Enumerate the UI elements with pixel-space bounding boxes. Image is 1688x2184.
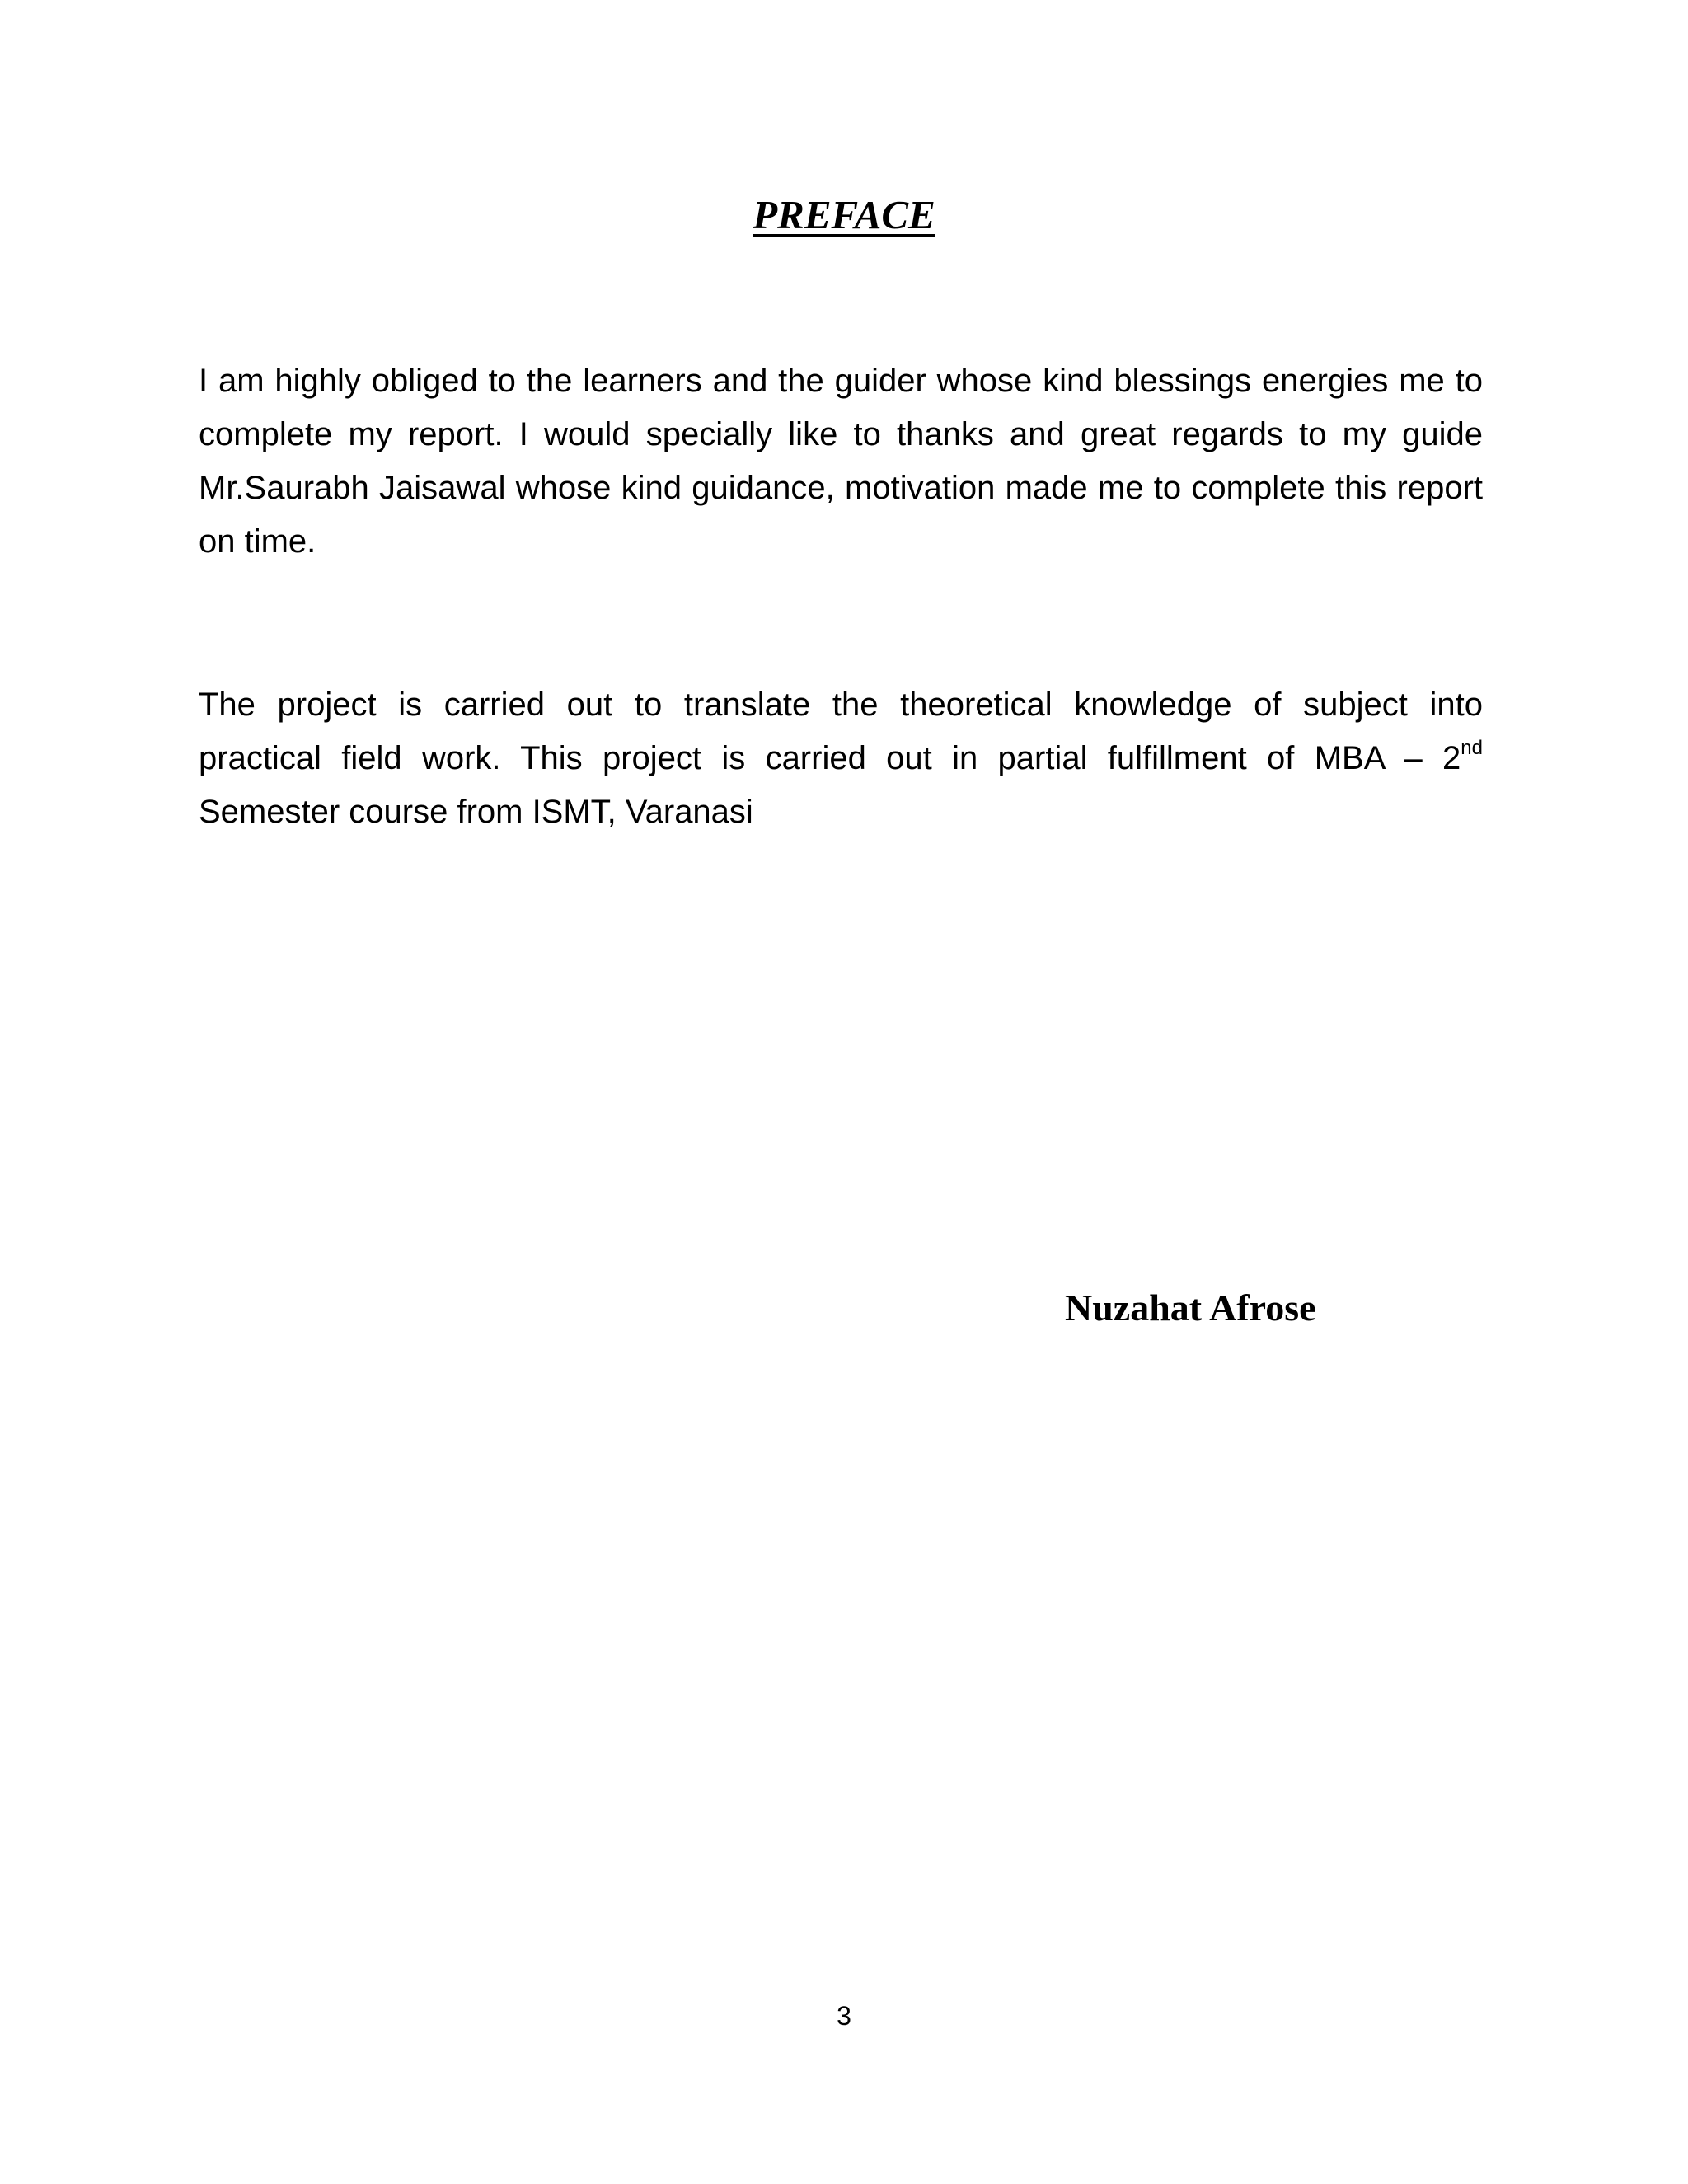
paragraph-2-line-2 bbox=[199, 732, 1483, 785]
paragraph-2-line-1: The project is carried out to translate the theoretical knowledge of subject into bbox=[199, 687, 1483, 723]
author-signature: Nuzahat Afrose bbox=[1065, 1286, 1316, 1329]
preface-paragraph-1: I am highly obliged to the learners and the guider whose kind blessings energies me to complete my report. I would specially like to thanks and great regards to my guide Mr.Saurabh Jaisawal whose kind guidance, motivation made me to complete this report on time. bbox=[199, 363, 1483, 560]
paragraph-2-line-3: Semester course from ISMT, Varanasi bbox=[199, 794, 753, 830]
page-title: PREFACE bbox=[753, 192, 935, 237]
ordinal-superscript: nd bbox=[1461, 736, 1483, 759]
preface-paragraph-2 bbox=[199, 678, 1483, 839]
page-number: 3 bbox=[837, 2001, 851, 2031]
paragraph-2-line-2-text: practical field work. This project is carried out in partial fulfillment of MBA – 2 bbox=[199, 740, 1461, 776]
